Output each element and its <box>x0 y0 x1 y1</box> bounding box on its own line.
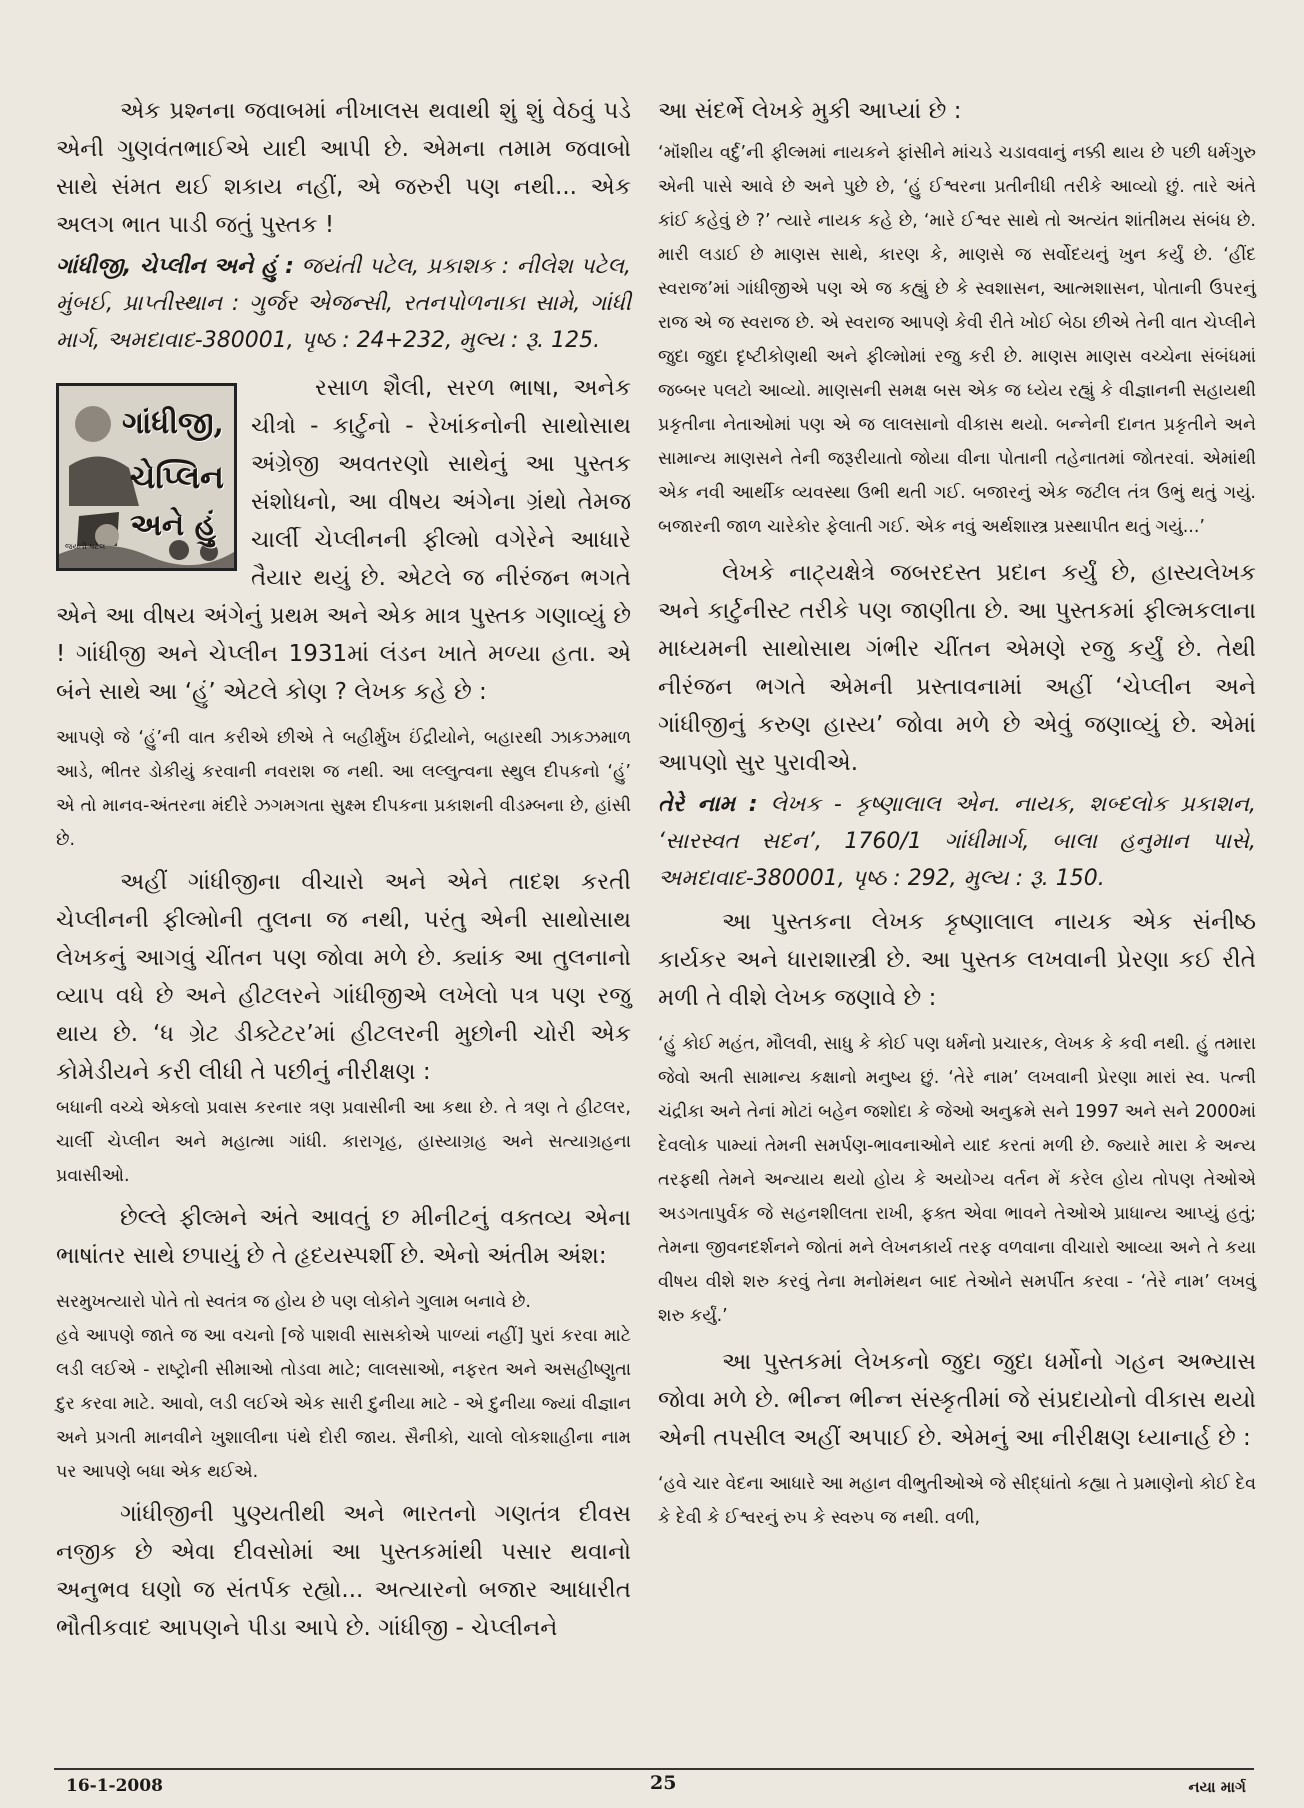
quote: હવે આપણે જાતે જ આ વચનો [જે પાશવી સાસકોએ પાળ્યાં નહીં] પુરાં કરવા માટે લડી લઈએ - રાષ્ટ્રોની સીમાઓ તોડવા માટે; લાલસાઓ, નફરત અને અસહીષ્ણુતા દુર કરવા માટે. આવો, લડી લઈએ એક સારી દુનીયા માટે - એ દુનીયા જ્યાં વીજ્ઞાન અને પ્રગતી માનવીને ખુશાલીના પંથે દોરી જાય. સૈનીકો, ચાલો લોકશાહીના નામ પર આપણે બધા એક થઈએ. <box>56 1326 631 1482</box>
quote: આપણે જે ‘હું’ની વાત કરીએ છીએ તે બહીર્મુખ ઈંદ્રીયોને, બહારથી ઝાકઝમાળ આડે, ભીતર ડોકીયું કરવાની નવરાશ જ નથી. આ લલ્લુત્વના સ્થુલ દીપકનો ‘હું’ એ તો માનવ-અંતરના મંદીરે ઝગમગતા સુક્ષ્મ દીપકના પ્રકાશની વીડમ્બના છે, હાંસી છે. <box>56 728 631 850</box>
paragraph: છેલ્લે ફીલ્મને અંતે આવતું છ મીનીટનું વક્તવ્ય એના ભાષાંતર સાથે છપાયું છે તે હૃદયસ્પર્શી છે. એનો અંતીમ અંશ: <box>56 1205 631 1269</box>
right-column <box>658 92 1256 1535</box>
magazine-name: નયા માર્ગ <box>1188 1778 1246 1796</box>
book-reference <box>658 786 1256 897</box>
paragraph: આ પુસ્તકના લેખક કૃષ્ણાલાલ નાયક એક સંનીષ્ઠ કાર્યકર અને ધારાશાસ્ત્રી છે. આ પુસ્તક લખવાની પ્રેરણા કઈ રીતે મળી તે વીશે લેખક જણાવે છે : <box>658 909 1256 1011</box>
cover-title-line: ચેપ્લિન <box>129 458 224 496</box>
page-footer <box>54 1768 1254 1806</box>
book-title: ગાંધીજી, ચેપ્લીન અને હું : <box>56 254 294 279</box>
left-column <box>56 92 631 1647</box>
cover-author: જયંતી પટેલ <box>65 542 106 551</box>
paragraph: રસાળ શૈલી, સરળ ભાષા, અનેક ચીત્રો - કાર્ટુનો - રેખાંકનોની સાથોસાથ અંગ્રેજી અવતરણો સાથેનું આ પુસ્તક સંશોધનો, આ વીષય અંગેના ગ્રંથો તેમજ ચાર્લી ચેપ્લીનની ફીલ્મો વગેરેને આધારે તૈયાર થયું છે. એટલે જ નીરંજન ભગતે એને આ વીષય અંગેનું પ્રથમ અને એક માત્ર પુસ્તક ગણાવ્યું છે ! ગાંધીજી અને ચેપ્લીન 1931માં લંડન ખાતે મળ્યા હતા. એ બંને સાથે આ ‘હું’ એટલે કોણ ? લેખક કહે છે : <box>56 375 631 705</box>
book-details: લેખક - કૃષ્ણાલાલ એન. નાયક, શબ્દલોક પ્રકાશન, ‘સારસ્વત સદન’, 1760/1 ગાંધીમાર્ગ, બાલા હનુમાન પાસે, અમદાવાદ-380001, પૃષ્ઠ : 292, મુલ્ય : રૂ. 150. <box>658 792 1256 891</box>
quote: સરમુખત્યારો પોતે તો સ્વતંત્ર જ હોય છે પણ લોકોને ગુલામ બનાવે છે. <box>56 1292 531 1312</box>
page-number: 25 <box>650 1772 677 1794</box>
cover-title-line: અને હું <box>130 508 216 543</box>
book-details: જયંતી પટેલ, પ્રકાશક : નીલેશ પટેલ, મુંબઈ, પ્રાપ્તીસ્થાન : ગુર્જર એજન્સી, રતનપોળનાકા સામે, ગાંધી માર્ગ, અમદાવાદ-380001, પૃષ્ઠ : 24+232, મુલ્ય : રૂ. 125. <box>56 254 631 353</box>
paragraph: અહીં ગાંધીજીના વીચારો અને એને તાદશ કરતી ચેપ્લીનની ફીલ્મોની તુલના જ નથી, પરંતુ એની સાથોસાથ લેખકનું આગવું ચીંતન પણ જોવા મળે છે. ક્યાંક આ તુલનાનો વ્યાપ વધે છે અને હીટલરને ગાંધીજીએ લખેલો પત્ર પણ રજુ થાય છે. ‘ધ ગ્રેટ ડીક્ટેટર’માં હીટલરની મુછોની ચોરી એક કોમેડીયને કરી લીધી તે પછીનું નીરીક્ષણ : <box>56 869 631 1085</box>
quote: ‘હવે ચાર વેદના આધારે આ મહાન વીભુતીઓએ જે સીદ્ધાંતો કહ્યા તે પ્રમાણેનો કોઈ દેવ કે દેવી કે ઈશ્વરનું રુપ કે સ્વરુપ જ નથી. વળી, <box>658 1474 1256 1528</box>
issue-date: 16-1-2008 <box>66 1776 163 1796</box>
book-cover-image <box>56 383 237 571</box>
quote: ‘હું કોઈ મહંત, મૌલવી, સાધુ કે કોઈ પણ ધર્મનો પ્રચારક, લેખક કે કવી નથી. હું તમારા જેવો અતી સામાન્ય કક્ષાનો મનુષ્ય છું. ‘તેરે નામ’ લખવાની પ્રેરણા મારાં સ્વ. પત્ની ચંદ્રીકા અને તેનાં મોટાં બહેન જશોદા કે જેઓ અનુક્રમે સને 1997 અને સને 2000માં દેવલોક પામ્યાં તેમની સમર્પણ-ભાવનાઓને યાદ કરતાં મળી છે. જ્યારે મારા કે અન્ય તરફથી તેમને અન્યાય થયો હોય કે અયોગ્ય વર્તન મેં કરેલ હોય તોપણ તેઓએ અડગતાપુર્વક જે સહનશીલતા રાખી, ફક્ત એવા ભાવને તેઓએ પ્રાધાન્ય આપ્યું હતું; તેમના જીવનદર્શનને જોતાં મને લેખનકાર્ય તરફ વળવાના વીચારો આવ્યા અને તે કયા વીષય વીશે શરુ કરવું તેના મનોમંથન બાદ તેઓને સમર્પીત કરવા - ‘તેરે નામ’ લખવું શરુ કર્યું.’ <box>658 1034 1256 1326</box>
quote: બધાની વચ્ચે એકલો પ્રવાસ કરનાર ત્રણ પ્રવાસીની આ કથા છે. તે ત્રણ તે હીટલર, ચાર્લી ચેપ્લીન અને મહાત્મા ગાંધી. કારાગૃહ, હાસ્યાગ્રહ અને સત્યાગ્રહના પ્રવાસીઓ. <box>56 1098 631 1186</box>
paragraph: લેખકે નાટ્યક્ષેત્રે જબરદસ્ત પ્રદાન કર્યું છે, હાસ્યલેખક અને કાર્ટુનીસ્ટ તરીકે પણ જાણીતા છે. આ પુસ્તકમાં ફીલ્મકલાના માધ્યમની સાથોસાથ ગંભીર ચીંતન એમણે રજુ કર્યું છે. તેથી નીરંજન ભગતે એમની પ્રસ્તાવનામાં અહીં ‘ચેપ્લીન અને ગાંધીજીનું કરુણ હાસ્ય’ જોવા મળે છે એવું જણાવ્યું છે. એમાં આપણો સુર પુરાવીએ. <box>658 560 1256 776</box>
paragraph: ગાંધીજીની પુણ્યતીથી અને ભારતનો ગણતંત્ર દીવસ નજીક છે એવા દીવસોમાં આ પુસ્તકમાંથી પસાર થવાનો અનુભવ ઘણો જ સંતર્પક રહ્યો... અત્યારનો બજાર આધારીત ભૌતીકવાદ આપણને પીડા આપે છે. ગાંધીજી - ચેપ્લીનને <box>56 1501 631 1641</box>
book-review-block <box>56 369 631 711</box>
quote: ‘મૉંશીય વર્દુ’ની ફીલ્મમાં નાયકને ફાંસીને માંચડે ચડાવવાનું નક્કી થાય છે પછી ધર્મગુરુ એની પાસે આવે છે અને પુછે છે, ‘હું ઈશ્વરના પ્રતીનીધી તરીકે આવ્યો છું. તારે અંતે કાંઈ કહેવું છે ?’ ત્યારે નાયક કહે છે, ‘મારે ઈશ્વર સાથે તો અત્યંત શાંતીમય સંબંધ છે. મારી લડાઈ છે માણસ સાથે, કારણ કે, માણસે જ સર્વોદયનું ખુન કર્યું છે. ‘હીંદ સ્વરાજ’માં ગાંધીજીએ પણ એ જ કહ્યું છે કે સ્વશાસન, આત્મશાસન, પોતાની ઉપરનું રાજ એ જ સ્વરાજ છે. એ સ્વરાજ આપણે કેવી રીતે ખોઈ બેઠા છીએ તેની વાત ચેપ્લીને જુદા જુદા દૃષ્ટીકોણથી અને ફીલ્મોમાં રજુ કરી છે. માણસ માણસ વચ્ચેના સંબંધમાં જબ્બર પલટો આવ્યો. માણસની સમક્ષ બસ એક જ ધ્યેય રહ્યું કે વીજ્ઞાનની સહાયથી પ્રકૃતીના નેતાઓમાં પણ એ જ લાલસાનો વીકાસ થયો. બન્નેની દાનત પ્રકૃતીને અને સામાન્ય માણસને તેની જરૂરીયાતો જોયા વીના પોતાની તહેનાતમાં જોતરવાં. એમાંથી એક નવી આર્થીક વ્યવસ્થા ઉભી થતી ગઈ. બજારનું એક જટીલ તંત્ર ઉભું થતું ગયું. બજારની જાળ ચારેકોર ફેલાતી ગઈ. એક નવું અર્થશાસ્ત્ર પ્રસ્થાપીત થતું ગયું...’ <box>658 143 1256 537</box>
book-reference <box>56 248 631 359</box>
paragraph: આ પુસ્તકમાં લેખકનો જુદા જુદા ધર્મોનો ગહન અભ્યાસ જોવા મળે છે. ભીન્ન ભીન્ન સંસ્કૃતીમાં જે સંપ્રદાયોનો વીકાસ થયો એની તપસીલ અહીં અપાઈ છે. એમનું આ નીરીક્ષણ ધ્યાનાર્હ છે : <box>658 1349 1256 1451</box>
book-title: તેરે નામ : <box>658 792 758 817</box>
paragraph: આ સંદર્ભે લેખકે મુકી આપ્યાં છે : <box>658 98 962 124</box>
paragraph: એક પ્રશ્નના જવાબમાં નીખાલસ થવાથી શું શું વેઠવું પડે એની ગુણવંતભાઈએ યાદી આપી છે. એમના તમામ જવાબો સાથે સંમત થઈ શકાય નહીં, એ જરુરી પણ નથી... એક અલગ ભાત પાડી જતું પુસ્તક ! <box>56 98 631 238</box>
cover-title-line: ગાંધીજી, <box>122 406 224 441</box>
